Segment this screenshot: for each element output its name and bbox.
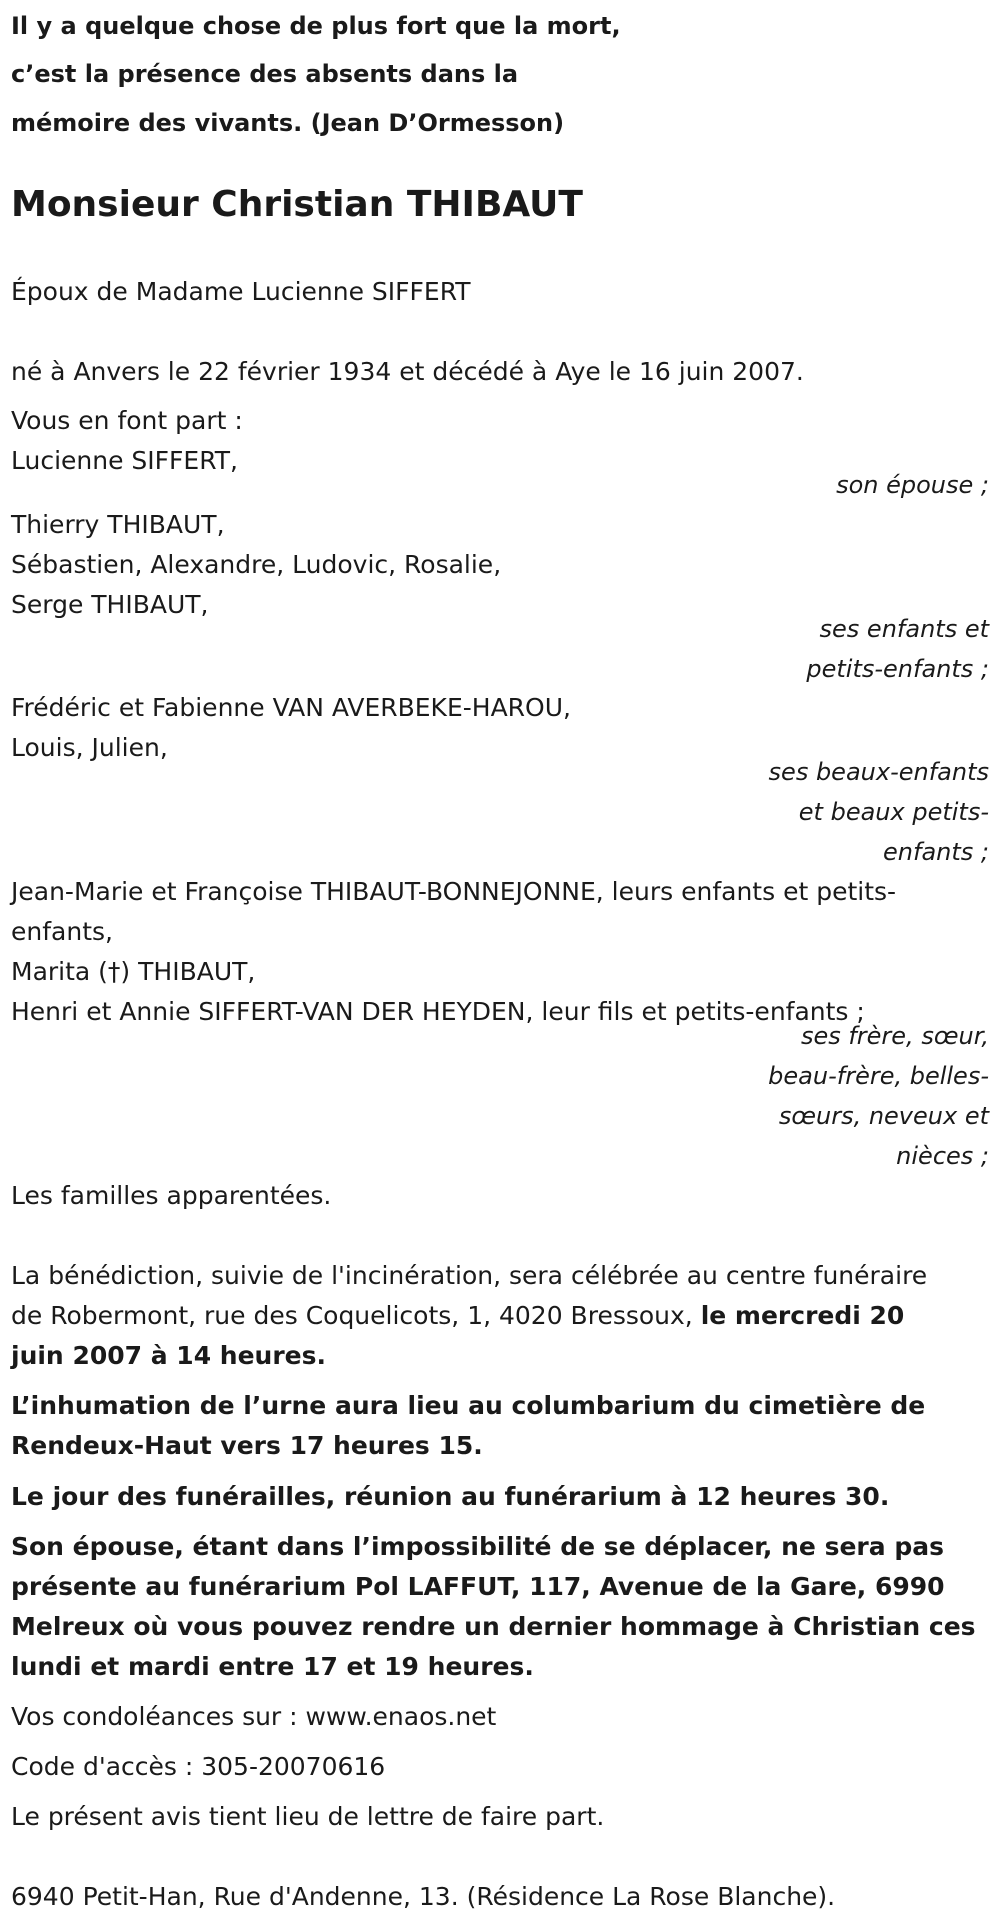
- inhumation-line-2: Rendeux-Haut vers 17 heures 15.: [11, 1431, 483, 1460]
- quote-line-3: mémoire des vivants. (Jean D’Ormesson): [11, 109, 565, 137]
- address-line: 6940 Petit-Han, Rue d'Andenne, 13. (Résidence La Rose Blanche).: [11, 1882, 836, 1911]
- group-4-name-1: Jean-Marie et Françoise THIBAUT-BONNEJONNE, leurs enfants et petits-: [11, 877, 897, 906]
- ceremony-line-1: La bénédiction, suivie de l'incinération, sera célébrée au centre funéraire: [11, 1261, 928, 1290]
- notice-line: Le présent avis tient lieu de lettre de faire part.: [11, 1802, 605, 1831]
- group-4-name-3: Marita (†) THIBAUT,: [11, 957, 256, 986]
- group-1-role: son épouse ;: [836, 471, 989, 499]
- families-line: Les familles apparentées.: [11, 1181, 332, 1210]
- group-3-name-2: Louis, Julien,: [11, 733, 168, 762]
- visit-line-2: présente au funérarium Pol LAFFUT, 117, Avenue de la Gare, 6990: [11, 1572, 945, 1601]
- group-2-role-2: petits-enfants ;: [806, 655, 989, 683]
- group-3-name-1: Frédéric et Fabienne VAN AVERBEKE-HAROU,: [11, 693, 571, 722]
- quote-line-2: c’est la présence des absents dans la: [11, 60, 519, 88]
- group-2-name-1: Thierry THIBAUT,: [11, 510, 225, 539]
- group-4-role-4: nièces ;: [896, 1142, 989, 1170]
- intro-line: Vous en font part :: [11, 406, 243, 435]
- ceremony-line-3: juin 2007 à 14 heures.: [11, 1341, 327, 1370]
- group-4-role-1: ses frère, sœur,: [800, 1022, 989, 1050]
- quote-line-1: Il y a quelque chose de plus fort que la mort,: [11, 12, 621, 40]
- ceremony-line-2: [11, 1296, 904, 1336]
- visit-line-1: Son épouse, étant dans l’impossibilité de se déplacer, ne sera pas: [11, 1532, 944, 1561]
- spouse-line: Époux de Madame Lucienne SIFFERT: [11, 277, 471, 306]
- meeting-line: Le jour des funérailles, réunion au funérarium à 12 heures 30.: [11, 1482, 890, 1511]
- condolences-line: Vos condoléances sur : www.enaos.net: [11, 1702, 497, 1731]
- group-2-name-2: Sébastien, Alexandre, Ludovic, Rosalie,: [11, 550, 502, 579]
- group-3-role-1: ses beaux-enfants: [768, 758, 989, 786]
- group-2-role-1: ses enfants et: [819, 615, 989, 643]
- visit-line-4: lundi et mardi entre 17 et 19 heures.: [11, 1652, 534, 1681]
- ceremony-date: le mercredi 20: [700, 1301, 905, 1330]
- group-4-role-2: beau-frère, belles-: [768, 1062, 989, 1090]
- dates-line: né à Anvers le 22 février 1934 et décédé à Aye le 16 juin 2007.: [11, 357, 804, 386]
- visit-line-3: Melreux où vous pouvez rendre un dernier hommage à Christian ces: [11, 1612, 976, 1641]
- group-2-name-3: Serge THIBAUT,: [11, 590, 209, 619]
- access-code-line: Code d'accès : 305-20070616: [11, 1752, 386, 1781]
- ceremony-location: de Robermont, rue des Coquelicots, 1, 4020 Bressoux,: [11, 1301, 701, 1330]
- group-1-name: Lucienne SIFFERT,: [11, 446, 238, 475]
- group-4-name-2: enfants,: [11, 917, 113, 946]
- group-3-role-2: et beaux petits-: [798, 798, 989, 826]
- page-title: Monsieur Christian THIBAUT: [11, 184, 583, 225]
- group-3-role-3: enfants ;: [883, 838, 989, 866]
- inhumation-line-1: L’inhumation de l’urne aura lieu au columbarium du cimetière de: [11, 1391, 926, 1420]
- group-4-name-4: Henri et Annie SIFFERT-VAN DER HEYDEN, leur fils et petits-enfants ;: [11, 997, 865, 1026]
- group-4-role-3: sœurs, neveux et: [778, 1102, 989, 1130]
